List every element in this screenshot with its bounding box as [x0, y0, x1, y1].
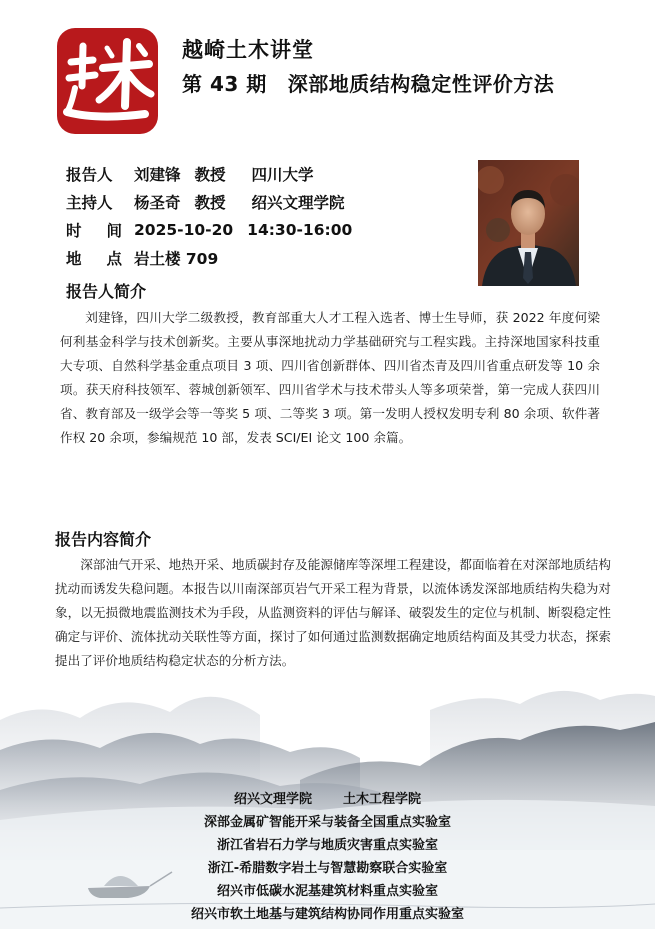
lecture-time: 14:30-16:00: [247, 221, 353, 239]
lecture-info: [66, 160, 352, 272]
organizer-lab-2: 浙江省岩石力学与地质灾害重点实验室: [216, 838, 438, 853]
place-row: [66, 244, 352, 272]
organizer-university: 绍兴文理学院: [233, 792, 312, 807]
issue-prefix: 第: [182, 72, 203, 96]
lecture-date: 2025-10-20: [134, 221, 234, 239]
host-row: [66, 188, 352, 216]
lecture-logo: [57, 28, 158, 134]
speaker-org: 四川大学: [251, 166, 314, 184]
organizer-lab-3: 浙江-希腊数字岩土与智慧勘察联合实验室: [207, 861, 448, 876]
host-name: 杨圣奇: [134, 194, 181, 212]
time-label-char-2: 间: [106, 222, 122, 240]
place-label-char-2: 点: [106, 250, 122, 268]
time-label-char-1: 时: [66, 222, 82, 240]
organizer-line-1: [0, 788, 655, 811]
place-label: [66, 247, 122, 269]
speaker-row: [66, 160, 352, 188]
organizer-lab-1: 深部金属矿智能开采与装备全国重点实验室: [203, 815, 451, 830]
lecture-topic: 深部地质结构稳定性评价方法: [287, 72, 555, 96]
time-row: [66, 216, 352, 244]
time-label: [66, 219, 122, 241]
issue-number: 43: [209, 72, 239, 96]
place-label-char-1: 地: [66, 250, 82, 268]
organizers: [0, 788, 655, 926]
brush-character-icon: [57, 28, 158, 134]
host-label: 主持人: [66, 194, 113, 212]
speaker-label: 报告人: [66, 166, 113, 184]
lecture-place: 岩土楼 709: [134, 250, 219, 268]
bio-text: 刘建锋，四川大学二级教授，教育部重大人才工程入选者、博士生导师，获 2022 年度何梁何利基金科学与技术创新奖。主要从事深地扰动力学基础研究与工程实践。主持深地国家科技重大专项、自然科学基金重点项目 3 项、四川省创新群体、四川省杰青及四川省重点研发等 10 余项。获天府科技领军、蓉城创新领军、四川省学术与技术带头人等多项荣誉，第一完成人获四川省、教育部及一级学会等一等奖 5 项、二等奖 3 项。第一发明人授权发明专利 80 余项、软件著作权 20 余项，参编规范 10 部，发表 SCI/EI 论文 100 余篇。: [60, 310, 600, 445]
organizer-lab-4: 绍兴市低碳水泥基建筑材料重点实验室: [216, 884, 438, 899]
host-title: 教授: [194, 194, 226, 212]
host-org: 绍兴文理学院: [251, 194, 345, 212]
bio-heading: 报告人简介: [66, 282, 147, 301]
issue-suffix: 期: [246, 72, 267, 96]
speaker-title: 教授: [194, 166, 226, 184]
organizer-school: 土木工程学院: [343, 792, 422, 807]
abstract-heading: 报告内容简介: [55, 530, 152, 549]
speaker-name: 刘建锋: [134, 166, 181, 184]
lecture-title: [182, 68, 554, 97]
abstract-text: 深部油气开采、地热开采、地质碳封存及能源储库等深埋工程建设，都面临着在对深部地质结构扰动而诱发失稳问题。本报告以川南深部页岩气开采工程为背景，以流体诱发深部地质结构失稳为对象，以无损微地震监测技术为手段，从监测资料的评估与解译、破裂发生的定位与机制、断裂稳定性确定与评价、流体扰动关联性等方面，探讨了如何通过监测数据确定地质结构面及其受力状态，探索提出了评价地质结构稳定状态的分析方法。: [55, 557, 611, 668]
speaker-photo: [478, 160, 579, 286]
organizer-lab-5: 绍兴市软土地基与建筑结构协同作用重点实验室: [190, 907, 464, 922]
series-title: 越崎土木讲堂: [182, 38, 314, 62]
